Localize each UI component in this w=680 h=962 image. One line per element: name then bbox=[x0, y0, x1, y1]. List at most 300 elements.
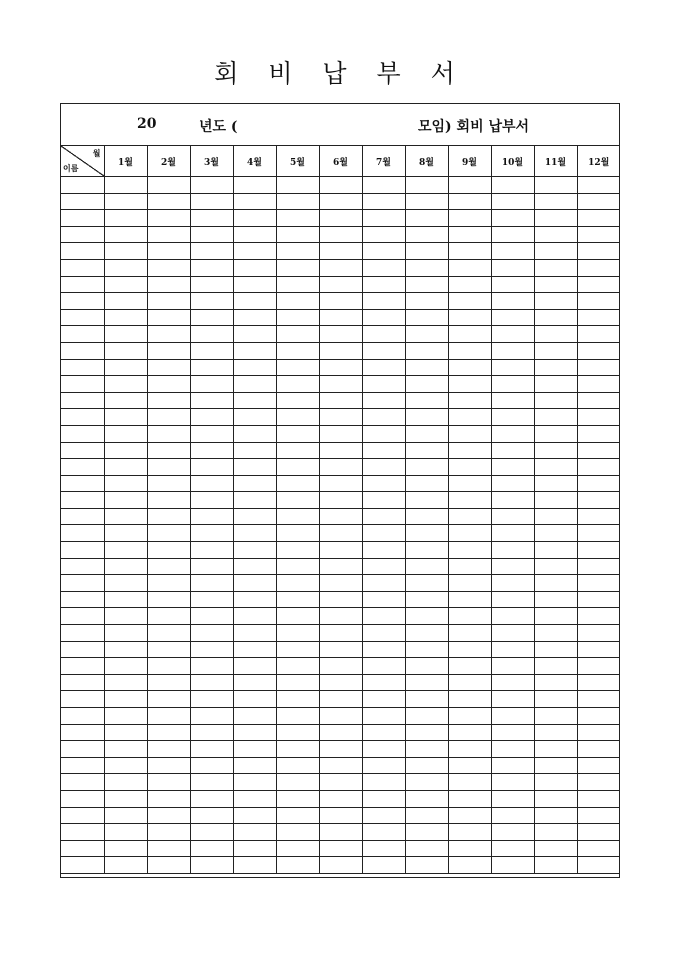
payment-cell[interactable] bbox=[491, 425, 534, 442]
payment-cell[interactable] bbox=[276, 558, 319, 575]
payment-cell[interactable] bbox=[147, 741, 190, 758]
payment-cell[interactable] bbox=[362, 790, 405, 807]
payment-cell[interactable] bbox=[405, 708, 448, 725]
payment-cell[interactable] bbox=[104, 757, 147, 774]
payment-cell[interactable] bbox=[362, 824, 405, 841]
payment-cell[interactable] bbox=[534, 359, 577, 376]
payment-cell[interactable] bbox=[147, 425, 190, 442]
payment-cell[interactable] bbox=[319, 857, 362, 874]
payment-cell[interactable] bbox=[190, 492, 233, 509]
name-cell[interactable] bbox=[61, 508, 104, 525]
payment-cell[interactable] bbox=[104, 575, 147, 592]
payment-cell[interactable] bbox=[147, 558, 190, 575]
payment-cell[interactable] bbox=[362, 276, 405, 293]
payment-cell[interactable] bbox=[448, 392, 491, 409]
payment-cell[interactable] bbox=[190, 442, 233, 459]
payment-cell[interactable] bbox=[190, 525, 233, 542]
payment-cell[interactable] bbox=[491, 558, 534, 575]
payment-cell[interactable] bbox=[491, 840, 534, 857]
payment-cell[interactable] bbox=[534, 243, 577, 260]
payment-cell[interactable] bbox=[534, 790, 577, 807]
payment-cell[interactable] bbox=[319, 508, 362, 525]
payment-cell[interactable] bbox=[319, 757, 362, 774]
payment-cell[interactable] bbox=[362, 525, 405, 542]
payment-cell[interactable] bbox=[577, 691, 620, 708]
payment-cell[interactable] bbox=[104, 243, 147, 260]
payment-cell[interactable] bbox=[362, 193, 405, 210]
payment-cell[interactable] bbox=[362, 342, 405, 359]
payment-cell[interactable] bbox=[233, 608, 276, 625]
payment-cell[interactable] bbox=[276, 409, 319, 426]
payment-cell[interactable] bbox=[104, 857, 147, 874]
payment-cell[interactable] bbox=[448, 807, 491, 824]
payment-cell[interactable] bbox=[319, 575, 362, 592]
payment-cell[interactable] bbox=[147, 459, 190, 476]
payment-cell[interactable] bbox=[319, 376, 362, 393]
payment-cell[interactable] bbox=[104, 774, 147, 791]
name-cell[interactable] bbox=[61, 575, 104, 592]
payment-cell[interactable] bbox=[577, 259, 620, 276]
payment-cell[interactable] bbox=[319, 774, 362, 791]
payment-cell[interactable] bbox=[534, 326, 577, 343]
payment-cell[interactable] bbox=[190, 674, 233, 691]
name-cell[interactable] bbox=[61, 558, 104, 575]
payment-cell[interactable] bbox=[448, 790, 491, 807]
payment-cell[interactable] bbox=[104, 359, 147, 376]
payment-cell[interactable] bbox=[104, 525, 147, 542]
payment-cell[interactable] bbox=[491, 691, 534, 708]
payment-cell[interactable] bbox=[233, 691, 276, 708]
payment-cell[interactable] bbox=[362, 508, 405, 525]
payment-cell[interactable] bbox=[534, 392, 577, 409]
payment-cell[interactable] bbox=[577, 475, 620, 492]
name-cell[interactable] bbox=[61, 359, 104, 376]
payment-cell[interactable] bbox=[104, 210, 147, 227]
payment-cell[interactable] bbox=[577, 790, 620, 807]
payment-cell[interactable] bbox=[448, 326, 491, 343]
payment-cell[interactable] bbox=[448, 177, 491, 194]
payment-cell[interactable] bbox=[577, 741, 620, 758]
payment-cell[interactable] bbox=[362, 177, 405, 194]
payment-cell[interactable] bbox=[319, 708, 362, 725]
payment-cell[interactable] bbox=[362, 840, 405, 857]
payment-cell[interactable] bbox=[405, 177, 448, 194]
payment-cell[interactable] bbox=[362, 243, 405, 260]
payment-cell[interactable] bbox=[491, 276, 534, 293]
payment-cell[interactable] bbox=[448, 724, 491, 741]
payment-cell[interactable] bbox=[319, 741, 362, 758]
payment-cell[interactable] bbox=[491, 658, 534, 675]
payment-cell[interactable] bbox=[405, 459, 448, 476]
name-cell[interactable] bbox=[61, 442, 104, 459]
payment-cell[interactable] bbox=[276, 475, 319, 492]
payment-cell[interactable] bbox=[147, 525, 190, 542]
payment-cell[interactable] bbox=[147, 542, 190, 559]
payment-cell[interactable] bbox=[448, 558, 491, 575]
payment-cell[interactable] bbox=[319, 359, 362, 376]
payment-cell[interactable] bbox=[104, 376, 147, 393]
payment-cell[interactable] bbox=[448, 857, 491, 874]
payment-cell[interactable] bbox=[534, 210, 577, 227]
payment-cell[interactable] bbox=[491, 824, 534, 841]
name-cell[interactable] bbox=[61, 658, 104, 675]
payment-cell[interactable] bbox=[190, 691, 233, 708]
payment-cell[interactable] bbox=[577, 508, 620, 525]
payment-cell[interactable] bbox=[448, 492, 491, 509]
payment-cell[interactable] bbox=[147, 641, 190, 658]
payment-cell[interactable] bbox=[362, 608, 405, 625]
payment-cell[interactable] bbox=[491, 674, 534, 691]
payment-cell[interactable] bbox=[190, 210, 233, 227]
name-cell[interactable] bbox=[61, 691, 104, 708]
payment-cell[interactable] bbox=[276, 309, 319, 326]
payment-cell[interactable] bbox=[491, 177, 534, 194]
payment-cell[interactable] bbox=[233, 492, 276, 509]
name-cell[interactable] bbox=[61, 226, 104, 243]
payment-cell[interactable] bbox=[448, 840, 491, 857]
payment-cell[interactable] bbox=[147, 757, 190, 774]
payment-cell[interactable] bbox=[104, 442, 147, 459]
payment-cell[interactable] bbox=[491, 193, 534, 210]
payment-cell[interactable] bbox=[577, 243, 620, 260]
payment-cell[interactable] bbox=[534, 625, 577, 642]
payment-cell[interactable] bbox=[233, 525, 276, 542]
payment-cell[interactable] bbox=[534, 542, 577, 559]
payment-cell[interactable] bbox=[319, 724, 362, 741]
payment-cell[interactable] bbox=[405, 575, 448, 592]
payment-cell[interactable] bbox=[491, 259, 534, 276]
name-cell[interactable] bbox=[61, 492, 104, 509]
payment-cell[interactable] bbox=[276, 807, 319, 824]
payment-cell[interactable] bbox=[319, 342, 362, 359]
payment-cell[interactable] bbox=[577, 525, 620, 542]
payment-cell[interactable] bbox=[319, 674, 362, 691]
payment-cell[interactable] bbox=[577, 492, 620, 509]
payment-cell[interactable] bbox=[534, 741, 577, 758]
payment-cell[interactable] bbox=[147, 824, 190, 841]
payment-cell[interactable] bbox=[104, 790, 147, 807]
payment-cell[interactable] bbox=[448, 475, 491, 492]
payment-cell[interactable] bbox=[362, 309, 405, 326]
payment-cell[interactable] bbox=[147, 276, 190, 293]
payment-cell[interactable] bbox=[534, 259, 577, 276]
name-cell[interactable] bbox=[61, 193, 104, 210]
payment-cell[interactable] bbox=[534, 177, 577, 194]
payment-cell[interactable] bbox=[233, 774, 276, 791]
payment-cell[interactable] bbox=[362, 807, 405, 824]
payment-cell[interactable] bbox=[147, 326, 190, 343]
name-cell[interactable] bbox=[61, 326, 104, 343]
payment-cell[interactable] bbox=[319, 177, 362, 194]
payment-cell[interactable] bbox=[362, 591, 405, 608]
payment-cell[interactable] bbox=[147, 774, 190, 791]
payment-cell[interactable] bbox=[448, 591, 491, 608]
name-cell[interactable] bbox=[61, 625, 104, 642]
payment-cell[interactable] bbox=[491, 475, 534, 492]
payment-cell[interactable] bbox=[276, 691, 319, 708]
payment-cell[interactable] bbox=[190, 276, 233, 293]
name-cell[interactable] bbox=[61, 293, 104, 310]
payment-cell[interactable] bbox=[534, 342, 577, 359]
payment-cell[interactable] bbox=[319, 309, 362, 326]
payment-cell[interactable] bbox=[233, 425, 276, 442]
payment-cell[interactable] bbox=[233, 293, 276, 310]
payment-cell[interactable] bbox=[190, 641, 233, 658]
payment-cell[interactable] bbox=[491, 508, 534, 525]
payment-cell[interactable] bbox=[491, 708, 534, 725]
payment-cell[interactable] bbox=[147, 625, 190, 642]
payment-cell[interactable] bbox=[190, 625, 233, 642]
payment-cell[interactable] bbox=[362, 409, 405, 426]
payment-cell[interactable] bbox=[491, 625, 534, 642]
payment-cell[interactable] bbox=[534, 193, 577, 210]
payment-cell[interactable] bbox=[319, 658, 362, 675]
payment-cell[interactable] bbox=[147, 508, 190, 525]
payment-cell[interactable] bbox=[276, 392, 319, 409]
payment-cell[interactable] bbox=[362, 674, 405, 691]
payment-cell[interactable] bbox=[491, 326, 534, 343]
payment-cell[interactable] bbox=[104, 658, 147, 675]
payment-cell[interactable] bbox=[405, 309, 448, 326]
payment-cell[interactable] bbox=[362, 575, 405, 592]
payment-cell[interactable] bbox=[405, 226, 448, 243]
payment-cell[interactable] bbox=[491, 757, 534, 774]
payment-cell[interactable] bbox=[147, 409, 190, 426]
payment-cell[interactable] bbox=[190, 575, 233, 592]
payment-cell[interactable] bbox=[577, 558, 620, 575]
payment-cell[interactable] bbox=[362, 741, 405, 758]
payment-cell[interactable] bbox=[190, 591, 233, 608]
payment-cell[interactable] bbox=[362, 459, 405, 476]
payment-cell[interactable] bbox=[491, 641, 534, 658]
payment-cell[interactable] bbox=[190, 376, 233, 393]
payment-cell[interactable] bbox=[319, 558, 362, 575]
payment-cell[interactable] bbox=[405, 691, 448, 708]
payment-cell[interactable] bbox=[448, 376, 491, 393]
payment-cell[interactable] bbox=[577, 293, 620, 310]
payment-cell[interactable] bbox=[491, 376, 534, 393]
payment-cell[interactable] bbox=[104, 508, 147, 525]
payment-cell[interactable] bbox=[190, 508, 233, 525]
payment-cell[interactable] bbox=[276, 442, 319, 459]
payment-cell[interactable] bbox=[534, 591, 577, 608]
payment-cell[interactable] bbox=[362, 376, 405, 393]
payment-cell[interactable] bbox=[276, 757, 319, 774]
payment-cell[interactable] bbox=[233, 276, 276, 293]
payment-cell[interactable] bbox=[233, 641, 276, 658]
payment-cell[interactable] bbox=[276, 741, 319, 758]
payment-cell[interactable] bbox=[491, 807, 534, 824]
payment-cell[interactable] bbox=[104, 492, 147, 509]
payment-cell[interactable] bbox=[190, 193, 233, 210]
payment-cell[interactable] bbox=[491, 409, 534, 426]
payment-cell[interactable] bbox=[448, 641, 491, 658]
payment-cell[interactable] bbox=[190, 326, 233, 343]
payment-cell[interactable] bbox=[147, 193, 190, 210]
payment-cell[interactable] bbox=[233, 674, 276, 691]
name-cell[interactable] bbox=[61, 790, 104, 807]
payment-cell[interactable] bbox=[276, 658, 319, 675]
payment-cell[interactable] bbox=[276, 359, 319, 376]
payment-cell[interactable] bbox=[233, 326, 276, 343]
payment-cell[interactable] bbox=[147, 226, 190, 243]
payment-cell[interactable] bbox=[577, 342, 620, 359]
payment-cell[interactable] bbox=[534, 293, 577, 310]
payment-cell[interactable] bbox=[405, 757, 448, 774]
payment-cell[interactable] bbox=[104, 276, 147, 293]
payment-cell[interactable] bbox=[534, 226, 577, 243]
payment-cell[interactable] bbox=[190, 309, 233, 326]
name-cell[interactable] bbox=[61, 259, 104, 276]
payment-cell[interactable] bbox=[147, 259, 190, 276]
payment-cell[interactable] bbox=[534, 691, 577, 708]
payment-cell[interactable] bbox=[319, 276, 362, 293]
payment-cell[interactable] bbox=[448, 741, 491, 758]
payment-cell[interactable] bbox=[319, 243, 362, 260]
payment-cell[interactable] bbox=[190, 392, 233, 409]
payment-cell[interactable] bbox=[577, 359, 620, 376]
payment-cell[interactable] bbox=[147, 591, 190, 608]
payment-cell[interactable] bbox=[233, 741, 276, 758]
payment-cell[interactable] bbox=[448, 708, 491, 725]
payment-cell[interactable] bbox=[276, 724, 319, 741]
payment-cell[interactable] bbox=[104, 542, 147, 559]
payment-cell[interactable] bbox=[233, 210, 276, 227]
payment-cell[interactable] bbox=[147, 376, 190, 393]
name-cell[interactable] bbox=[61, 741, 104, 758]
payment-cell[interactable] bbox=[190, 840, 233, 857]
payment-cell[interactable] bbox=[276, 641, 319, 658]
payment-cell[interactable] bbox=[362, 857, 405, 874]
payment-cell[interactable] bbox=[491, 342, 534, 359]
payment-cell[interactable] bbox=[362, 757, 405, 774]
payment-cell[interactable] bbox=[147, 807, 190, 824]
payment-cell[interactable] bbox=[534, 525, 577, 542]
payment-cell[interactable] bbox=[147, 342, 190, 359]
payment-cell[interactable] bbox=[577, 840, 620, 857]
payment-cell[interactable] bbox=[104, 708, 147, 725]
payment-cell[interactable] bbox=[276, 259, 319, 276]
payment-cell[interactable] bbox=[534, 492, 577, 509]
payment-cell[interactable] bbox=[319, 259, 362, 276]
payment-cell[interactable] bbox=[448, 608, 491, 625]
payment-cell[interactable] bbox=[491, 459, 534, 476]
payment-cell[interactable] bbox=[448, 757, 491, 774]
payment-cell[interactable] bbox=[190, 409, 233, 426]
payment-cell[interactable] bbox=[104, 177, 147, 194]
name-cell[interactable] bbox=[61, 641, 104, 658]
payment-cell[interactable] bbox=[190, 293, 233, 310]
payment-cell[interactable] bbox=[233, 591, 276, 608]
payment-cell[interactable] bbox=[405, 591, 448, 608]
payment-cell[interactable] bbox=[276, 492, 319, 509]
name-cell[interactable] bbox=[61, 475, 104, 492]
payment-cell[interactable] bbox=[147, 309, 190, 326]
payment-cell[interactable] bbox=[319, 442, 362, 459]
payment-cell[interactable] bbox=[448, 542, 491, 559]
payment-cell[interactable] bbox=[276, 857, 319, 874]
payment-cell[interactable] bbox=[534, 774, 577, 791]
payment-cell[interactable] bbox=[104, 392, 147, 409]
payment-cell[interactable] bbox=[534, 724, 577, 741]
payment-cell[interactable] bbox=[491, 591, 534, 608]
payment-cell[interactable] bbox=[448, 774, 491, 791]
payment-cell[interactable] bbox=[405, 741, 448, 758]
payment-cell[interactable] bbox=[405, 342, 448, 359]
payment-cell[interactable] bbox=[448, 309, 491, 326]
payment-cell[interactable] bbox=[319, 210, 362, 227]
payment-cell[interactable] bbox=[104, 824, 147, 841]
payment-cell[interactable] bbox=[233, 177, 276, 194]
payment-cell[interactable] bbox=[577, 857, 620, 874]
payment-cell[interactable] bbox=[405, 658, 448, 675]
payment-cell[interactable] bbox=[577, 326, 620, 343]
name-cell[interactable] bbox=[61, 757, 104, 774]
payment-cell[interactable] bbox=[577, 724, 620, 741]
payment-cell[interactable] bbox=[577, 674, 620, 691]
payment-cell[interactable] bbox=[233, 409, 276, 426]
payment-cell[interactable] bbox=[362, 442, 405, 459]
payment-cell[interactable] bbox=[362, 558, 405, 575]
payment-cell[interactable] bbox=[448, 625, 491, 642]
payment-cell[interactable] bbox=[577, 575, 620, 592]
payment-cell[interactable] bbox=[276, 326, 319, 343]
payment-cell[interactable] bbox=[104, 674, 147, 691]
name-cell[interactable] bbox=[61, 857, 104, 874]
payment-cell[interactable] bbox=[276, 708, 319, 725]
payment-cell[interactable] bbox=[233, 558, 276, 575]
payment-cell[interactable] bbox=[104, 641, 147, 658]
payment-cell[interactable] bbox=[190, 824, 233, 841]
payment-cell[interactable] bbox=[147, 691, 190, 708]
payment-cell[interactable] bbox=[491, 392, 534, 409]
payment-cell[interactable] bbox=[104, 409, 147, 426]
payment-cell[interactable] bbox=[190, 807, 233, 824]
name-cell[interactable] bbox=[61, 542, 104, 559]
name-cell[interactable] bbox=[61, 276, 104, 293]
payment-cell[interactable] bbox=[577, 459, 620, 476]
payment-cell[interactable] bbox=[362, 658, 405, 675]
name-cell[interactable] bbox=[61, 608, 104, 625]
payment-cell[interactable] bbox=[190, 459, 233, 476]
payment-cell[interactable] bbox=[276, 508, 319, 525]
payment-cell[interactable] bbox=[448, 342, 491, 359]
payment-cell[interactable] bbox=[577, 641, 620, 658]
name-cell[interactable] bbox=[61, 210, 104, 227]
payment-cell[interactable] bbox=[319, 641, 362, 658]
payment-cell[interactable] bbox=[319, 525, 362, 542]
payment-cell[interactable] bbox=[405, 824, 448, 841]
payment-cell[interactable] bbox=[147, 359, 190, 376]
payment-cell[interactable] bbox=[491, 492, 534, 509]
payment-cell[interactable] bbox=[319, 326, 362, 343]
payment-cell[interactable] bbox=[448, 293, 491, 310]
payment-cell[interactable] bbox=[319, 625, 362, 642]
payment-cell[interactable] bbox=[276, 824, 319, 841]
payment-cell[interactable] bbox=[448, 425, 491, 442]
payment-cell[interactable] bbox=[190, 724, 233, 741]
payment-cell[interactable] bbox=[319, 807, 362, 824]
payment-cell[interactable] bbox=[319, 591, 362, 608]
payment-cell[interactable] bbox=[276, 226, 319, 243]
payment-cell[interactable] bbox=[448, 243, 491, 260]
payment-cell[interactable] bbox=[405, 409, 448, 426]
payment-cell[interactable] bbox=[104, 591, 147, 608]
payment-cell[interactable] bbox=[147, 575, 190, 592]
payment-cell[interactable] bbox=[448, 658, 491, 675]
payment-cell[interactable] bbox=[104, 807, 147, 824]
payment-cell[interactable] bbox=[534, 658, 577, 675]
